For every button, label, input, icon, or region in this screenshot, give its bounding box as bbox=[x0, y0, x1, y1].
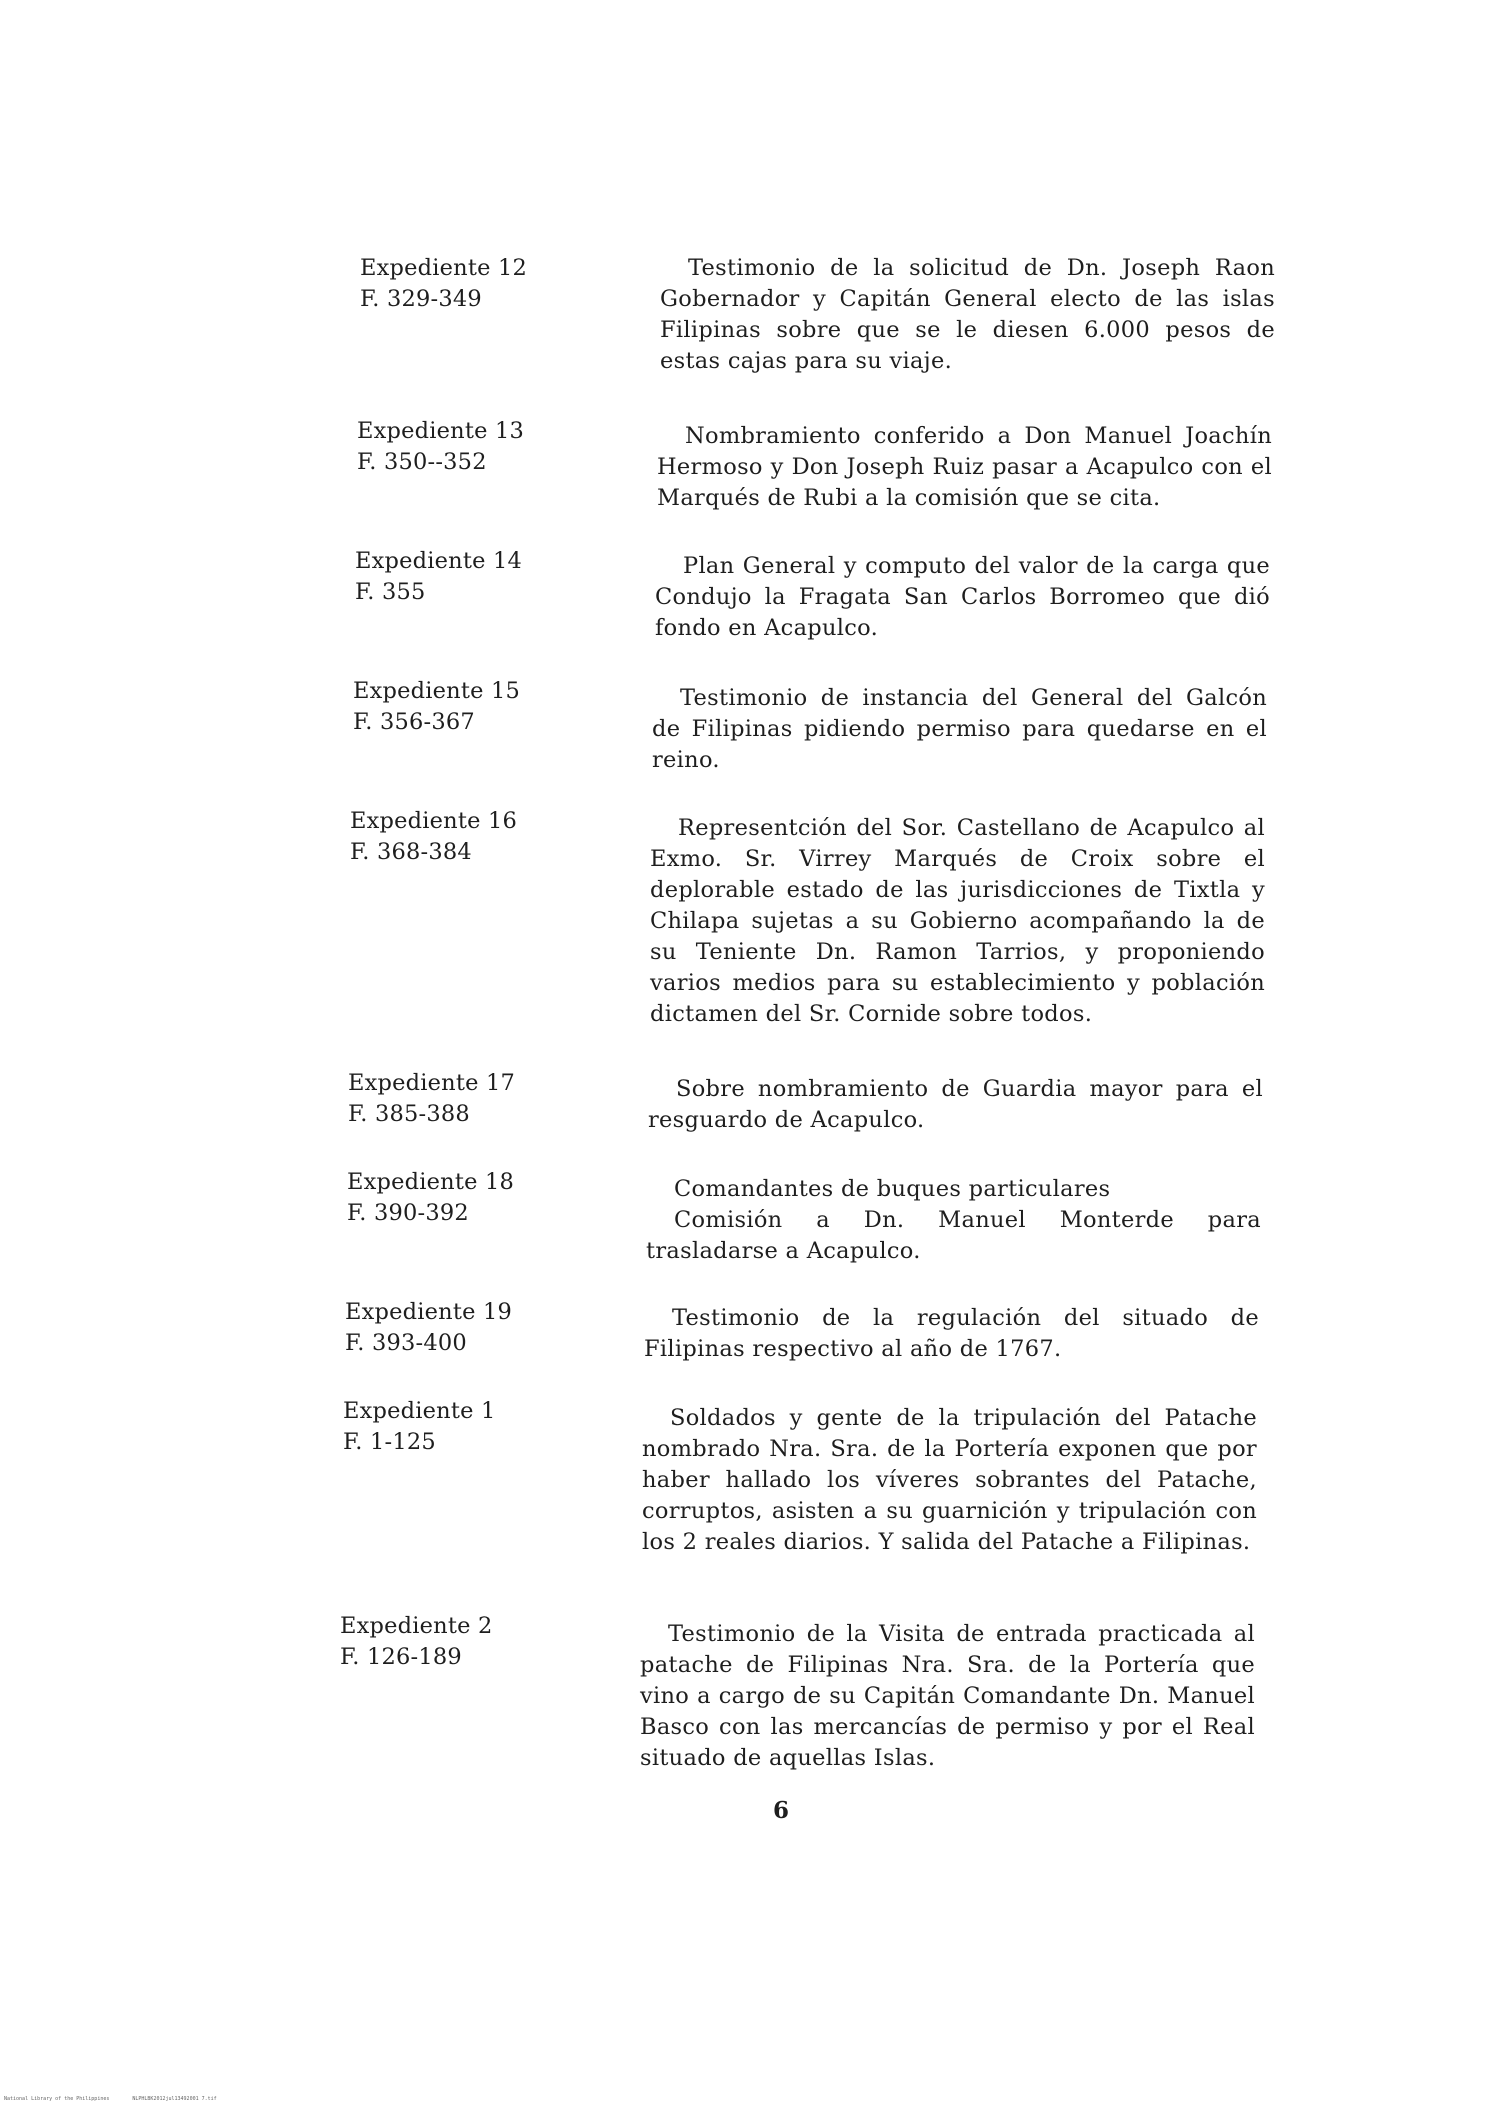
folio-range: F. 385-388 bbox=[348, 1101, 470, 1127]
description-paragraph: Sobre nombramiento de Guardia mayor para el resguardo de Acapulco. bbox=[648, 1076, 1263, 1133]
folio-range: F. 356-367 bbox=[353, 709, 475, 735]
folio-range: F. 355 bbox=[355, 579, 426, 605]
description-paragraph: Comandantes de buques particulares bbox=[674, 1176, 1111, 1202]
expediente-reference bbox=[340, 1611, 492, 1673]
expediente-reference bbox=[347, 1167, 514, 1229]
expediente-number: Expediente 14 bbox=[355, 548, 522, 574]
folio-range: F. 350--352 bbox=[357, 449, 487, 475]
expediente-description bbox=[650, 813, 1265, 1030]
expediente-number: Expediente 16 bbox=[350, 808, 517, 834]
expediente-reference bbox=[353, 676, 520, 738]
expediente-reference bbox=[348, 1068, 515, 1130]
expediente-description bbox=[644, 1303, 1259, 1365]
description-paragraph: Comisión a Dn. Manuel Monterde para trasladarse a Acapulco. bbox=[646, 1207, 1261, 1264]
expediente-number: Expediente 15 bbox=[353, 678, 520, 704]
page-number: 6 bbox=[773, 1797, 790, 1824]
folio-range: F. 329-349 bbox=[360, 286, 482, 312]
expediente-reference bbox=[345, 1297, 512, 1359]
description-paragraph: Nombramiento conferido a Don Manuel Joachín Hermoso y Don Joseph Ruiz pasar a Acapulco con el Marqués de Rubi a la comisión que se cita. bbox=[657, 423, 1272, 511]
description-paragraph: Plan General y computo del valor de la carga que Condujo la Fragata San Carlos Borromeo que dió fondo en Acapulco. bbox=[655, 553, 1270, 641]
footer-library: National Library of the Philippines bbox=[4, 2096, 110, 2102]
folio-range: F. 390-392 bbox=[347, 1200, 469, 1226]
expediente-number: Expediente 1 bbox=[343, 1398, 496, 1424]
folio-range: F. 368-384 bbox=[350, 839, 472, 865]
expediente-description bbox=[657, 421, 1272, 514]
description-paragraph: Testimonio de instancia del General del Galcón de Filipinas pidiendo permiso para quedarse en el reino. bbox=[652, 685, 1267, 773]
expediente-reference bbox=[343, 1396, 495, 1458]
folio-range: F. 393-400 bbox=[345, 1330, 467, 1356]
expediente-description bbox=[660, 253, 1275, 377]
expediente-description bbox=[640, 1619, 1255, 1774]
expediente-description bbox=[646, 1174, 1261, 1267]
expediente-reference bbox=[355, 546, 522, 608]
scan-footer bbox=[4, 2096, 237, 2102]
description-paragraph: Representción del Sor. Castellano de Acapulco al Exmo. Sr. Virrey Marqués de Croix sobre el deplorable estado de las jurisdicciones de Tixtla y Chilapa sujetas a su Gobierno acompañando la de su Teniente Dn. Ramon Tarrios, y proponiendo varios medios para su establecimiento y población dictamen del Sr. Cornide sobre todos. bbox=[650, 815, 1265, 1027]
expediente-description bbox=[642, 1403, 1257, 1558]
expediente-number: Expediente 17 bbox=[348, 1070, 515, 1096]
description-paragraph: Testimonio de la solicitud de Dn. Joseph Raon Gobernador y Capitán General electo de las islas Filipinas sobre que se le diesen 6.000 pesos de estas cajas para su viaje. bbox=[660, 255, 1275, 374]
footer-file: NLPHLBK2012jul13492001 7.tif bbox=[132, 2096, 217, 2102]
description-paragraph: Testimonio de la Visita de entrada practicada al patache de Filipinas Nra. Sra. de la Portería que vino a cargo de su Capitán Comandante Dn. Manuel Basco con las mercancías de permiso y por el Real situado de aquellas Islas. bbox=[640, 1621, 1255, 1771]
expediente-number: Expediente 18 bbox=[347, 1169, 514, 1195]
folio-range: F. 1-125 bbox=[343, 1429, 436, 1455]
expediente-number: Expediente 2 bbox=[340, 1613, 493, 1639]
expediente-reference bbox=[357, 416, 524, 478]
description-paragraph: Soldados y gente de la tripulación del Patache nombrado Nra. Sra. de la Portería exponen que por haber hallado los víveres sobrantes del Patache, corruptos, asisten a su guarnición y tripulación con los 2 reales diarios. Y salida del Patache a Filipinas. bbox=[642, 1405, 1257, 1555]
expediente-reference bbox=[350, 806, 517, 868]
folio-range: F. 126-189 bbox=[340, 1644, 462, 1670]
expediente-description bbox=[648, 1074, 1263, 1136]
expediente-description bbox=[655, 551, 1270, 644]
expediente-number: Expediente 13 bbox=[357, 418, 524, 444]
description-paragraph: Testimonio de la regulación del situado de Filipinas respectivo al año de 1767. bbox=[644, 1305, 1259, 1362]
expediente-description bbox=[652, 683, 1267, 776]
expediente-reference bbox=[360, 253, 527, 315]
expediente-number: Expediente 12 bbox=[360, 255, 527, 281]
expediente-number: Expediente 19 bbox=[345, 1299, 512, 1325]
